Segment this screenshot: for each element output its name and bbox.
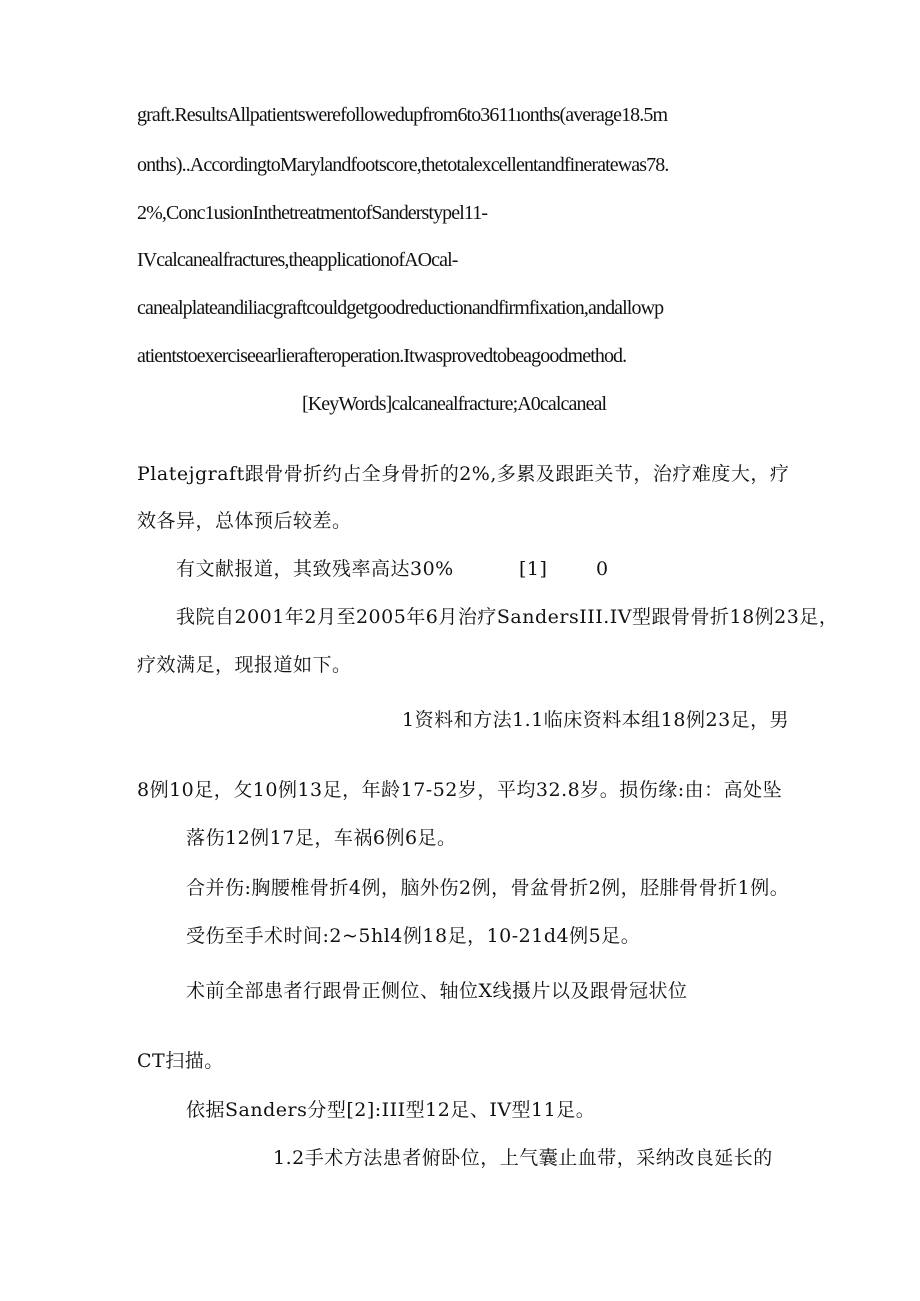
literature-ref: [1] [519, 558, 548, 580]
literature-end: 0 [596, 558, 609, 580]
abstract-line-1: graft.ResultsAllpatientswerefollowedupfrom6to3611ıonths(average18.5m [137, 104, 668, 126]
classification-line: 依据Sanders分型[2]:III型12足、IV型11足。 [186, 1099, 596, 1121]
abstract-line-4: IVcalcanealfractures,theapplicationofAOcal- [137, 249, 458, 271]
intro-line-2: 效各异，总体预后较差。 [137, 510, 352, 532]
abstract-line-5: canealplateandiliacgraftcouldgetgoodreductionandfirmfixation,andallowp [137, 297, 664, 319]
demographics-line-1: 8例10足，攵10例13足，年龄17-52岁，平均32.8岁。损伤缘:由：高处坠 [137, 779, 783, 801]
combined-injury-line: 合并伤:胸腰椎骨折4例，脑外伤2例，骨盆骨折2例，胫腓骨骨折1例。 [186, 877, 790, 899]
abstract-line-6: atientstoexerciseearlierafteroperation.Itwasprovedtobeagoodmethod. [137, 345, 627, 367]
demographics-line-2: 落伤12例17足，车祸6例6足。 [186, 827, 457, 849]
abstract-line-2: onths)..AccordingtoMarylandfootscore,thetotalexcellentandfineratewas78. [137, 154, 669, 176]
section-1-2-line: 1.2手术方法患者俯卧位，上气囊止血带，采纳改良延长的 [273, 1147, 773, 1169]
preop-line-2: CT扫描。 [137, 1050, 224, 1072]
hospital-line-1: 我院自2001年2月至2005年6月治疗SandersIII.IV型跟骨骨折18例23足， [176, 606, 839, 628]
abstract-line-3: 2%,Conc1usionInthetreatmentofSanderstypel11- [137, 202, 488, 224]
section-1-heading: 1资料和方法1.1临床资料本组18例23足，男 [402, 709, 790, 731]
literature-text: 有文献报道，其致残率高达30% [176, 558, 454, 580]
intro-line-1: Platejgraft跟骨骨折约占全身骨折的2%,多累及跟距关节，治疗难度大，疗 [137, 463, 790, 485]
keywords-line: [KeyWords]calcanealfracture;A0calcaneal [302, 393, 607, 415]
hospital-line-2: 疗效满足，现报道如下。 [137, 654, 352, 676]
time-to-surgery-line: 受伤至手术时间:2~5hl4例18足，10-21d4例5足。 [186, 925, 641, 947]
preop-line-1: 术前全部患者行跟骨正侧位、轴位X线摄片以及跟骨冠状位 [186, 980, 688, 1002]
